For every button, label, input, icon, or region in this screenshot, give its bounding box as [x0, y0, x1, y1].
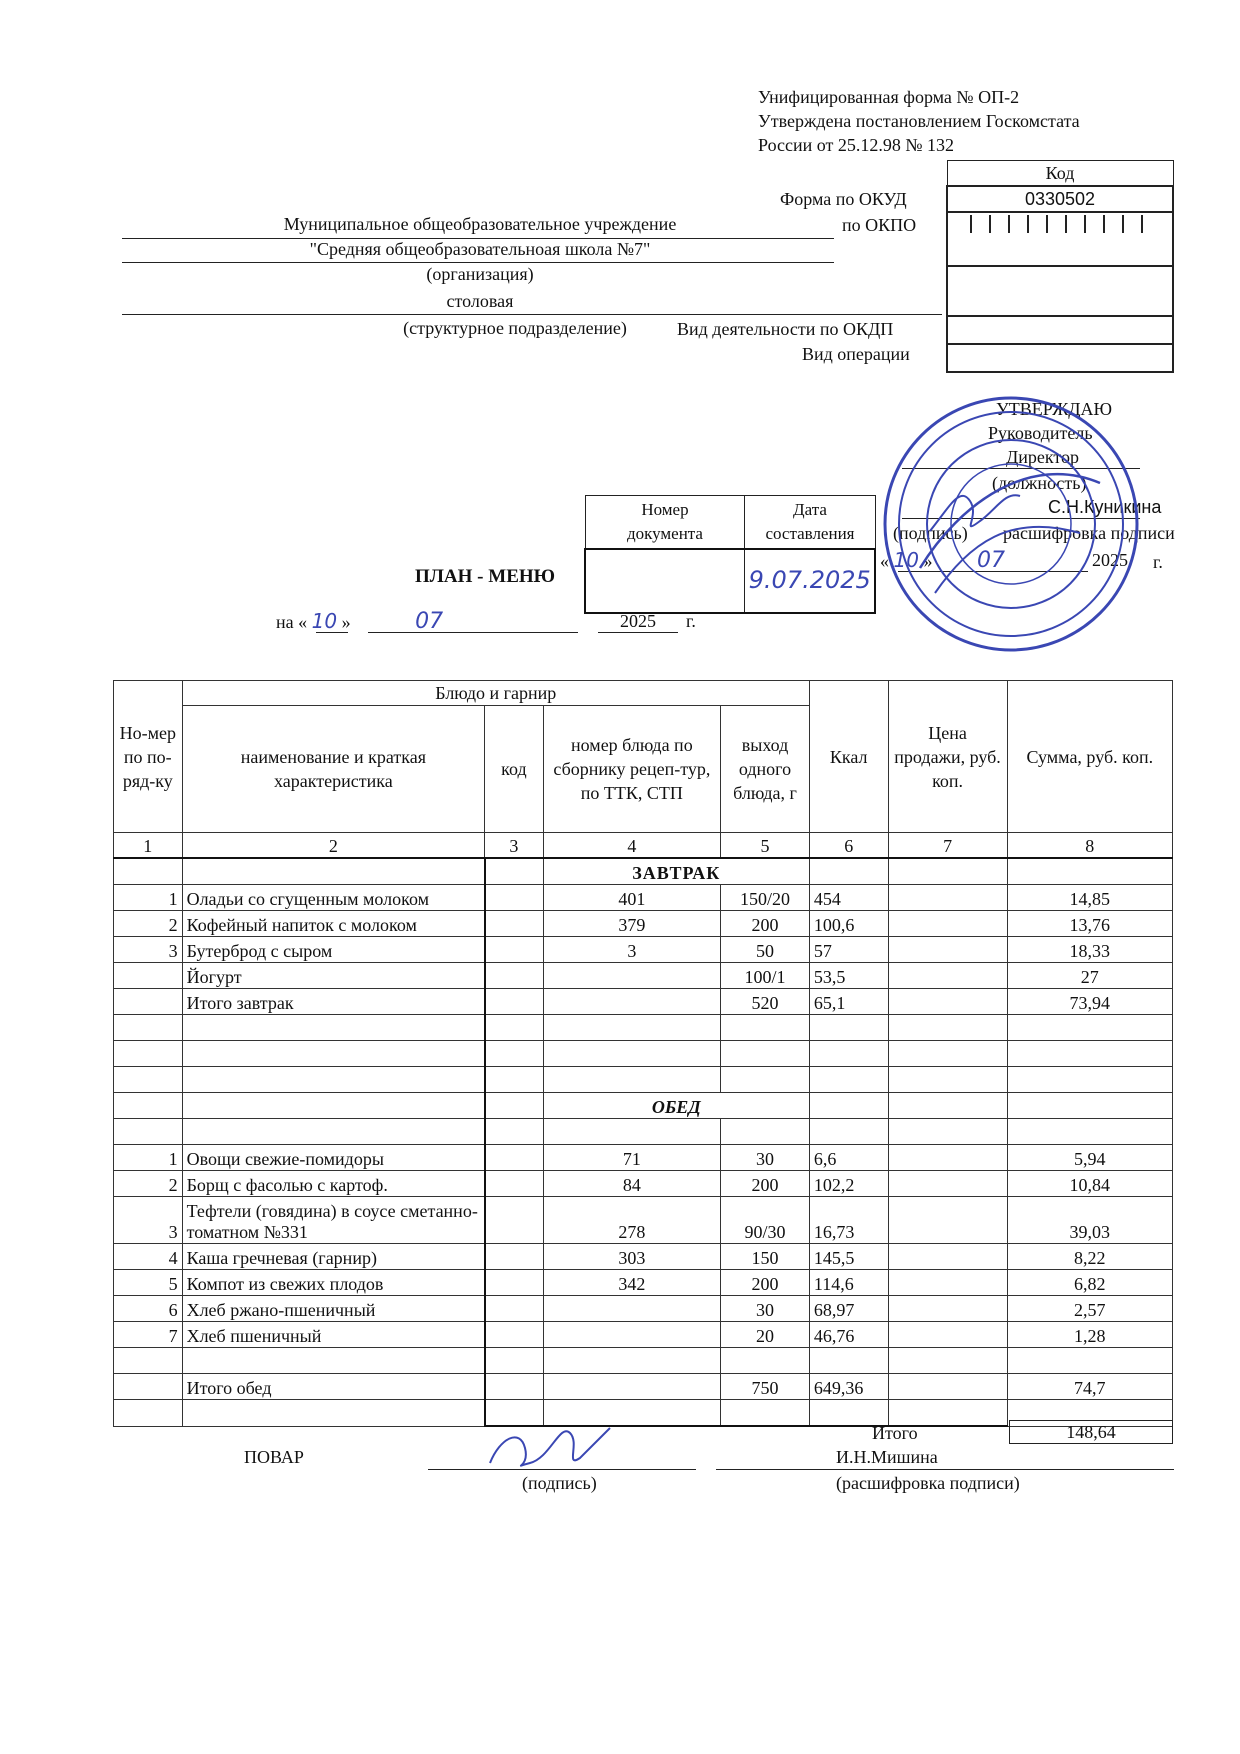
form-approval-line: Утверждена постановлением Госкомстата [758, 111, 1080, 131]
row-yield: 200 [721, 911, 810, 937]
row-kcal: 454 [809, 885, 888, 911]
document-box [584, 495, 876, 614]
row-price [888, 1145, 1007, 1171]
doc-date-label: Дата составления [745, 496, 875, 550]
row-recipe: 278 [543, 1197, 721, 1244]
row-kcal: 100,6 [809, 911, 888, 937]
table-row[interactable] [114, 885, 1173, 911]
row-num: 3 [114, 937, 183, 963]
col-number: 7 [888, 833, 1007, 859]
row-kcal: 145,5 [809, 1244, 888, 1270]
empty-row [114, 1348, 1173, 1374]
row-kcal: 46,76 [809, 1322, 888, 1348]
table-row[interactable] [114, 1197, 1173, 1244]
doc-number-label: Номер документа [585, 496, 745, 550]
row-num: 2 [114, 1171, 183, 1197]
approval-name: С.Н.Куникина [1048, 497, 1162, 517]
organization-line1: Муниципальное общеобразовательное учреждение [283, 214, 677, 234]
okpo-label: по ОКПО [842, 215, 917, 235]
department-name: столовая [446, 291, 514, 311]
approval-sign-caption: (подпись) [893, 523, 968, 543]
title-date [276, 609, 444, 634]
org-underline-2 [122, 262, 834, 263]
row-num: 5 [114, 1270, 183, 1296]
approval-title: УТВЕРЖДАЮ [996, 399, 1113, 419]
table-row[interactable] [114, 1171, 1173, 1197]
col-number: 8 [1007, 833, 1172, 859]
row-recipe: 401 [543, 885, 721, 911]
organization-caption: (организация) [426, 264, 534, 284]
form-approval-date: России от 25.12.98 № 132 [758, 135, 955, 155]
header-kcal: Ккал [809, 681, 888, 833]
grand-total-value: 148,64 [1009, 1420, 1173, 1444]
row-kcal: 102,2 [809, 1171, 888, 1197]
page-title: ПЛАН - МЕНЮ [415, 566, 556, 587]
approval-position: Директор [1006, 447, 1080, 467]
empty-row [114, 1041, 1173, 1067]
table-row[interactable] [114, 937, 1173, 963]
okdp-code[interactable] [947, 316, 1173, 344]
row-kcal: 6,6 [809, 1145, 888, 1171]
row-code [485, 937, 543, 963]
table-row[interactable] [114, 1270, 1173, 1296]
row-name: Компот из свежих плодов [182, 1270, 485, 1296]
row-code [485, 885, 543, 911]
header-dish-group: Блюдо и гарнир [182, 681, 809, 706]
row-num: 7 [114, 1322, 183, 1348]
header-code: код [485, 706, 543, 833]
row-yield: 100/1 [721, 963, 810, 989]
row-sum: 14,85 [1007, 885, 1172, 911]
col-number: 2 [182, 833, 485, 859]
col-number: 3 [485, 833, 543, 859]
row-name: Овощи свежие-помидоры [182, 1145, 485, 1171]
row-code [485, 911, 543, 937]
header-yield: выход одного блюда, г [721, 706, 810, 833]
table-row[interactable] [114, 1296, 1173, 1322]
row-code [485, 1244, 543, 1270]
row-code [485, 1145, 543, 1171]
form-title: Унифицированная форма № ОП-2 [758, 87, 1020, 107]
row-price [888, 1296, 1007, 1322]
row-recipe [543, 989, 721, 1015]
row-yield: 50 [721, 937, 810, 963]
row-yield: 20 [721, 1322, 810, 1348]
row-name: Йогурт [182, 963, 485, 989]
cook-sign-caption: (подпись) [522, 1473, 597, 1493]
department-caption: (структурное подразделение) [403, 318, 627, 338]
row-name: Бутерброд с сыром [182, 937, 485, 963]
row-sum: 27 [1007, 963, 1172, 989]
header-price: Цена продажи, руб. коп. [888, 681, 1007, 833]
title-year-suffix: г. [686, 611, 696, 631]
row-kcal: 65,1 [809, 989, 888, 1015]
title-quote: » [341, 612, 351, 632]
row-name: Итого завтрак [182, 989, 485, 1015]
row-yield: 150/20 [721, 885, 810, 911]
row-name: Тефтели (говядина) в соусе сметанно-томатном №331 [182, 1197, 485, 1244]
row-price [888, 885, 1007, 911]
title-month: 07 [415, 609, 444, 634]
column-numbers-row [114, 833, 1173, 859]
title-day: 10 [311, 609, 338, 633]
empty-row [114, 1015, 1173, 1041]
row-recipe [543, 1296, 721, 1322]
cook-signature [480, 1418, 620, 1478]
approval-year: 2025 [1092, 550, 1128, 570]
row-num: 1 [114, 885, 183, 911]
row-price [888, 989, 1007, 1015]
row-price [888, 963, 1007, 989]
lunch-total-yield: 750 [721, 1374, 810, 1400]
row-sum: 18,33 [1007, 937, 1172, 963]
row-code [485, 1270, 543, 1296]
row-yield: 30 [721, 1145, 810, 1171]
lunch-total-label: Итого обед [182, 1374, 485, 1400]
table-row[interactable] [114, 1244, 1173, 1270]
row-kcal: 114,6 [809, 1270, 888, 1296]
table-row[interactable] [114, 1145, 1173, 1171]
row-code [485, 1322, 543, 1348]
row-recipe: 3 [543, 937, 721, 963]
okpo-code[interactable] [947, 212, 1173, 266]
table-row[interactable] [114, 911, 1173, 937]
lunch-header-row [114, 1093, 1173, 1119]
approval-date-close: » [923, 551, 933, 571]
cook-label: ПОВАР [244, 1447, 304, 1467]
row-kcal: 16,73 [809, 1197, 888, 1244]
approval-year-suffix: г. [1153, 552, 1163, 572]
table-row[interactable] [114, 1322, 1173, 1348]
row-recipe: 84 [543, 1171, 721, 1197]
row-num [114, 989, 183, 1015]
code-box-header: Код [947, 161, 1173, 187]
row-name: Кофейный напиток с молоком [182, 911, 485, 937]
row-recipe: 342 [543, 1270, 721, 1296]
row-yield: 520 [721, 989, 810, 1015]
okpo-cells [948, 213, 1172, 265]
organization-line2: "Средняя общеобразовательноая школа №7" [309, 239, 651, 259]
row-sum: 8,22 [1007, 1244, 1172, 1270]
header-num: Но-мер по по-ряд-ку [114, 681, 183, 833]
doc-date-handwritten: 9.07.2025 [748, 565, 871, 594]
row-name: Борщ с фасолью с картоф. [182, 1171, 485, 1197]
row-code [485, 989, 543, 1015]
row-recipe [543, 963, 721, 989]
table-row[interactable] [114, 963, 1173, 989]
doc-number-value[interactable] [585, 549, 745, 613]
row-sum: 2,57 [1007, 1296, 1172, 1322]
empty-row [114, 1067, 1173, 1093]
okud-label: Форма по ОКУД [780, 189, 907, 209]
row-code [485, 1197, 543, 1244]
row-num: 4 [114, 1244, 183, 1270]
row-code [485, 963, 543, 989]
approval-day: 10 [893, 548, 919, 572]
operation-code[interactable] [947, 344, 1173, 372]
okud-code[interactable]: 0330502 [947, 186, 1173, 212]
cook-name-line [716, 1469, 1174, 1470]
row-price [888, 1197, 1007, 1244]
row-sum: 73,94 [1007, 989, 1172, 1015]
header-recipe: номер блюда по сборнику рецеп-тур, по ТТК, СТП [543, 706, 721, 833]
lunch-total-row[interactable] [114, 1374, 1173, 1400]
row-price [888, 1171, 1007, 1197]
row-name: Хлеб пшеничный [182, 1322, 485, 1348]
row-recipe: 303 [543, 1244, 721, 1270]
row-price [888, 937, 1007, 963]
row-kcal: 68,97 [809, 1296, 888, 1322]
row-sum: 10,84 [1007, 1171, 1172, 1197]
breakfast-title: ЗАВТРАК [543, 858, 809, 885]
okdp-label: Вид деятельности по ОКДП [677, 319, 894, 339]
header-sum: Сумма, руб. коп. [1007, 681, 1172, 833]
row-kcal: 53,5 [809, 963, 888, 989]
title-day-line [316, 632, 348, 633]
director-signature [920, 476, 1030, 546]
row-sum: 1,28 [1007, 1322, 1172, 1348]
row-name: Хлеб ржано-пшеничный [182, 1296, 485, 1322]
lunch-total-sum: 74,7 [1007, 1374, 1172, 1400]
row-sum: 13,76 [1007, 911, 1172, 937]
row-yield: 200 [721, 1270, 810, 1296]
row-recipe: 71 [543, 1145, 721, 1171]
row-recipe [543, 1322, 721, 1348]
lunch-title: ОБЕД [543, 1093, 809, 1119]
row-code [485, 1296, 543, 1322]
row-price [888, 911, 1007, 937]
cook-name-caption: (расшифровка подписи) [836, 1473, 1020, 1493]
row-yield: 150 [721, 1244, 810, 1270]
title-year: 2025 [620, 611, 656, 631]
col-number: 6 [809, 833, 888, 859]
row-sum: 5,94 [1007, 1145, 1172, 1171]
title-month-line [368, 632, 578, 633]
approval-role: Руководитель [988, 423, 1093, 443]
row-name: Каша гречневая (гарнир) [182, 1244, 485, 1270]
cook-name: И.Н.Мишина [836, 1447, 938, 1467]
row-yield: 90/30 [721, 1197, 810, 1244]
row-name: Оладьи со сгущенным молоком [182, 885, 485, 911]
col-number: 5 [721, 833, 810, 859]
okpo-extra [947, 266, 1173, 316]
approval-month: 07 [976, 548, 1005, 573]
approval-date-open: « [880, 551, 889, 571]
row-price [888, 1244, 1007, 1270]
row-price [888, 1322, 1007, 1348]
doc-date-value[interactable] [745, 549, 875, 613]
row-num: 6 [114, 1296, 183, 1322]
row-num: 1 [114, 1145, 183, 1171]
header-name: наименование и краткая характеристика [182, 706, 485, 833]
approval-name-caption: расшифровка подписи [1003, 523, 1175, 543]
row-yield: 30 [721, 1296, 810, 1322]
row-sum: 39,03 [1007, 1197, 1172, 1244]
approval-position-caption: (должность) [992, 473, 1087, 493]
lunch-total-kcal: 649,36 [809, 1374, 888, 1400]
breakfast-header-row [114, 858, 1173, 885]
row-yield: 200 [721, 1171, 810, 1197]
row-sum: 6,82 [1007, 1270, 1172, 1296]
row-code [485, 1171, 543, 1197]
row-price [888, 1270, 1007, 1296]
row-num [114, 963, 183, 989]
col-number: 4 [543, 833, 721, 859]
row-num: 2 [114, 911, 183, 937]
title-year-line [598, 632, 678, 633]
row-recipe: 379 [543, 911, 721, 937]
operation-label: Вид операции [802, 344, 910, 364]
col-number: 1 [114, 833, 183, 859]
code-box [946, 160, 1174, 373]
title-na: на « [276, 612, 308, 632]
row-num: 3 [114, 1197, 183, 1244]
menu-table [113, 680, 1173, 1427]
row-kcal: 57 [809, 937, 888, 963]
empty-row [114, 1119, 1173, 1145]
breakfast-total-row[interactable] [114, 989, 1173, 1015]
grand-total-label: Итого [872, 1423, 918, 1443]
dept-underline [122, 314, 942, 315]
